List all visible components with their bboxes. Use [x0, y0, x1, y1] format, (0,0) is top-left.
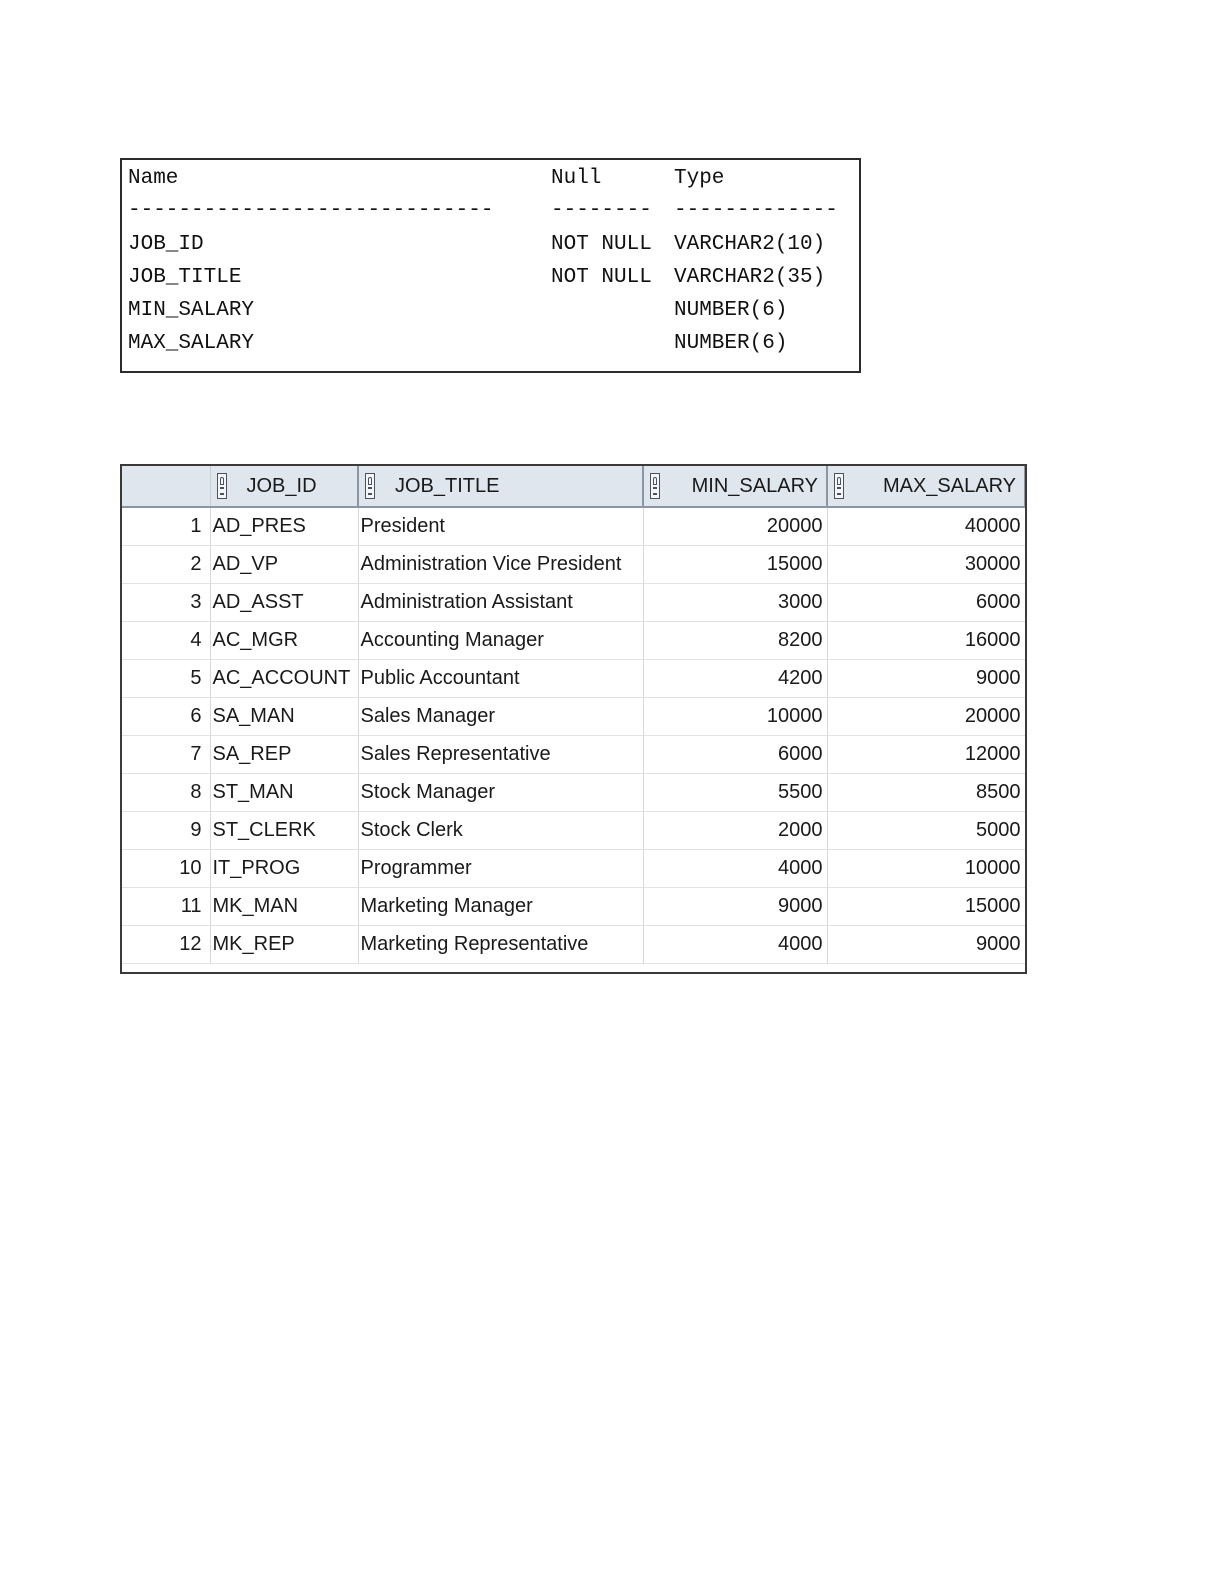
- describe-output: [120, 158, 861, 373]
- table-row[interactable]: [122, 888, 1025, 926]
- row-number: 3: [122, 584, 210, 622]
- cell-job-title[interactable]: Administration Vice President: [358, 546, 643, 584]
- row-number: 6: [122, 698, 210, 736]
- describe-row-name: JOB_TITLE: [128, 266, 242, 289]
- table-row[interactable]: [122, 660, 1025, 698]
- column-header-max-salary[interactable]: [827, 466, 1025, 507]
- describe-row-name: MIN_SALARY: [128, 299, 255, 322]
- table-row[interactable]: [122, 622, 1025, 660]
- cell-min-salary[interactable]: 9000: [643, 888, 827, 926]
- describe-header-type: Type: [674, 167, 725, 190]
- column-header-job-title[interactable]: [358, 466, 643, 507]
- row-number: 11: [122, 888, 210, 926]
- separator-type: -------------: [674, 199, 838, 222]
- cell-max-salary[interactable]: 20000: [827, 698, 1025, 736]
- table-row[interactable]: [122, 850, 1025, 888]
- cell-min-salary[interactable]: 4000: [643, 850, 827, 888]
- cell-job-id[interactable]: SA_MAN: [210, 698, 358, 736]
- cell-max-salary[interactable]: 10000: [827, 850, 1025, 888]
- row-number: 9: [122, 812, 210, 850]
- describe-row-type: VARCHAR2(35): [674, 266, 826, 289]
- cell-job-id[interactable]: ST_MAN: [210, 774, 358, 812]
- row-number-header: [122, 466, 210, 507]
- describe-row-name: MAX_SALARY: [128, 332, 255, 355]
- column-header-label: MAX_SALARY: [882, 474, 1016, 497]
- table-row[interactable]: [122, 736, 1025, 774]
- cell-min-salary[interactable]: 20000: [643, 507, 827, 546]
- describe-header-row: [128, 162, 725, 195]
- describe-row-name: JOB_ID: [128, 233, 204, 256]
- describe-row-type: VARCHAR2(10): [674, 233, 826, 256]
- cell-min-salary[interactable]: 4000: [643, 926, 827, 964]
- describe-row-type: NUMBER(6): [674, 332, 788, 355]
- describe-row: [128, 228, 826, 261]
- cell-job-title[interactable]: Marketing Manager: [358, 888, 643, 926]
- row-number: 7: [122, 736, 210, 774]
- cell-min-salary[interactable]: 15000: [643, 546, 827, 584]
- cell-job-title[interactable]: Accounting Manager: [358, 622, 643, 660]
- cell-max-salary[interactable]: 6000: [827, 584, 1025, 622]
- column-header-label: MIN_SALARY: [691, 474, 818, 497]
- cell-min-salary[interactable]: 2000: [643, 812, 827, 850]
- query-result-grid: [120, 464, 1027, 974]
- cell-job-id[interactable]: MK_MAN: [210, 888, 358, 926]
- cell-max-salary[interactable]: 12000: [827, 736, 1025, 774]
- table-row[interactable]: [122, 698, 1025, 736]
- row-number: 8: [122, 774, 210, 812]
- cell-min-salary[interactable]: 5500: [643, 774, 827, 812]
- describe-row-null: NOT NULL: [551, 266, 652, 289]
- cell-max-salary[interactable]: 40000: [827, 507, 1025, 546]
- column-header-label: JOB_ID: [246, 474, 317, 497]
- cell-job-id[interactable]: AD_PRES: [210, 507, 358, 546]
- cell-job-title[interactable]: Marketing Representative: [358, 926, 643, 964]
- cell-max-salary[interactable]: 15000: [827, 888, 1025, 926]
- table-row[interactable]: [122, 812, 1025, 850]
- column-header-min-salary[interactable]: [643, 466, 827, 507]
- sort-az-icon[interactable]: [365, 473, 375, 499]
- column-header-job-id[interactable]: [210, 466, 358, 507]
- sort-az-icon[interactable]: [217, 473, 227, 499]
- table-row[interactable]: [122, 507, 1025, 546]
- row-number: 12: [122, 926, 210, 964]
- cell-job-id[interactable]: IT_PROG: [210, 850, 358, 888]
- describe-header-null: Null: [551, 167, 602, 190]
- table-row[interactable]: [122, 774, 1025, 812]
- cell-max-salary[interactable]: 9000: [827, 926, 1025, 964]
- column-header-label: JOB_TITLE: [395, 474, 500, 497]
- cell-job-title[interactable]: Public Accountant: [358, 660, 643, 698]
- separator-name: -----------------------------: [128, 199, 494, 222]
- sort-az-icon[interactable]: [834, 473, 844, 499]
- cell-min-salary[interactable]: 6000: [643, 736, 827, 774]
- cell-job-id[interactable]: AD_VP: [210, 546, 358, 584]
- table-row[interactable]: [122, 926, 1025, 964]
- cell-max-salary[interactable]: 5000: [827, 812, 1025, 850]
- table-row[interactable]: [122, 546, 1025, 584]
- cell-min-salary[interactable]: 10000: [643, 698, 827, 736]
- cell-job-id[interactable]: SA_REP: [210, 736, 358, 774]
- cell-job-title[interactable]: President: [358, 507, 643, 546]
- cell-job-title[interactable]: Sales Manager: [358, 698, 643, 736]
- describe-header-name: Name: [128, 167, 179, 190]
- cell-job-title[interactable]: Sales Representative: [358, 736, 643, 774]
- cell-job-title[interactable]: Programmer: [358, 850, 643, 888]
- cell-min-salary[interactable]: 3000: [643, 584, 827, 622]
- cell-min-salary[interactable]: 4200: [643, 660, 827, 698]
- describe-row-null: NOT NULL: [551, 233, 652, 256]
- describe-row: [128, 261, 826, 294]
- cell-max-salary[interactable]: 9000: [827, 660, 1025, 698]
- describe-row: [128, 294, 788, 327]
- cell-job-title[interactable]: Stock Clerk: [358, 812, 643, 850]
- cell-job-id[interactable]: MK_REP: [210, 926, 358, 964]
- header-row: [122, 466, 1025, 507]
- result-table: [122, 466, 1026, 964]
- cell-job-id[interactable]: AC_ACCOUNT: [210, 660, 358, 698]
- describe-row-type: NUMBER(6): [674, 299, 788, 322]
- cell-max-salary[interactable]: 16000: [827, 622, 1025, 660]
- describe-separator: [128, 194, 838, 227]
- cell-min-salary[interactable]: 8200: [643, 622, 827, 660]
- describe-row: [128, 327, 788, 360]
- cell-job-title[interactable]: Stock Manager: [358, 774, 643, 812]
- cell-job-title[interactable]: Administration Assistant: [358, 584, 643, 622]
- table-row[interactable]: [122, 584, 1025, 622]
- row-number: 2: [122, 546, 210, 584]
- cell-job-id[interactable]: AC_MGR: [210, 622, 358, 660]
- row-number: 1: [122, 507, 210, 546]
- cell-job-id[interactable]: AD_ASST: [210, 584, 358, 622]
- separator-null: --------: [551, 199, 652, 222]
- row-number: 10: [122, 850, 210, 888]
- row-number: 5: [122, 660, 210, 698]
- cell-max-salary[interactable]: 30000: [827, 546, 1025, 584]
- cell-max-salary[interactable]: 8500: [827, 774, 1025, 812]
- cell-job-id[interactable]: ST_CLERK: [210, 812, 358, 850]
- row-number: 4: [122, 622, 210, 660]
- sort-az-icon[interactable]: [650, 473, 660, 499]
